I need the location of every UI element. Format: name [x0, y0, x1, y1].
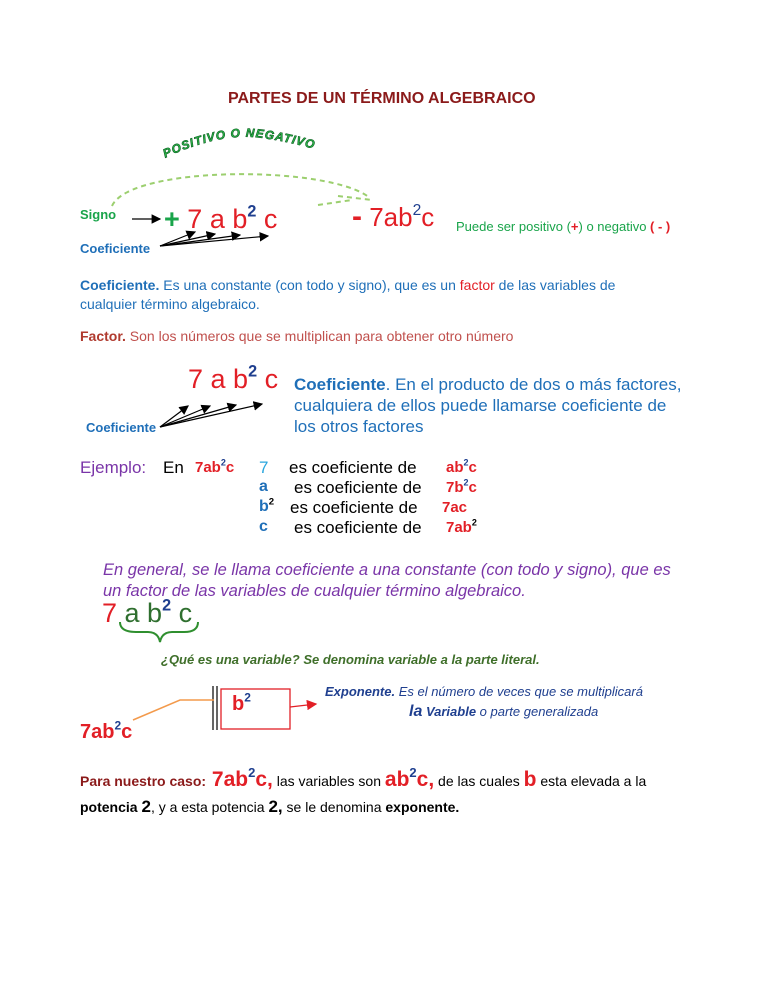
ejemplo-label: Ejemplo: — [80, 458, 147, 477]
caso-term: 7ab — [206, 768, 249, 791]
coeficiente-label-2: Coeficiente — [86, 420, 157, 435]
term-positive-ab: 7 a b — [187, 204, 248, 234]
exp-box-base: b — [232, 693, 245, 715]
term-positive-c: c — [256, 204, 278, 234]
ejemplo-row-text: es coeficiente de — [294, 478, 422, 497]
row-res: 7ac — [442, 499, 468, 516]
row-res: ab — [446, 459, 464, 476]
signo-label: Signo — [80, 207, 117, 222]
ejemplo-row — [259, 518, 268, 536]
coeficiente-explanation — [294, 374, 681, 437]
caso-t1: las variables son — [272, 773, 385, 789]
literal-ab: a b — [117, 598, 163, 628]
caso-t4: , y a esta potencia — [150, 799, 269, 815]
coef-expl-bold: Coeficiente — [294, 375, 386, 394]
row-res-exp: 2 — [471, 517, 477, 528]
coef-def-label: Coeficiente. — [80, 277, 160, 293]
general-statement — [103, 560, 671, 602]
exp-term-c: c — [121, 721, 133, 743]
minus-sign: - — [352, 200, 362, 233]
factor-def-text: Son los números que se multiplican para obtener otro número — [125, 328, 514, 344]
row-res-exp: 2 — [463, 457, 469, 468]
sign-note-mid: ) o negativo — [578, 219, 651, 234]
caso-vars-exp: 2 — [409, 764, 417, 780]
caso-two2: 2, — [268, 797, 283, 816]
exponente-definition — [325, 684, 643, 699]
term-negative-exp: 2 — [412, 202, 422, 220]
ejemplo-row-result — [446, 519, 477, 536]
exponente-label: Exponente. — [325, 684, 396, 699]
ejemplo-row — [259, 498, 274, 516]
coeficiente-arrows-2 — [160, 404, 262, 427]
term-d2-ab: 7 a b — [188, 364, 249, 394]
row-coef: a — [259, 478, 268, 495]
exponente-text: Es el número de veces que se multiplicará — [395, 684, 643, 699]
dashed-arc — [112, 174, 370, 206]
coeficiente-label-1: Coeficiente — [80, 241, 151, 256]
ejemplo-row-text: es coeficiente de — [289, 458, 417, 477]
term-d2-c: c — [257, 364, 279, 394]
row-res-exp: 2 — [463, 477, 469, 488]
caso-term-c: c, — [255, 768, 273, 791]
coef-expl-line3: los otros factores — [294, 417, 424, 436]
caso-b: b — [523, 768, 537, 791]
caso-line2 — [80, 797, 459, 817]
ejemplo-row-result — [446, 459, 477, 476]
ejemplo-row — [259, 458, 268, 478]
ejemplo-term — [195, 459, 234, 476]
term-positive-exp: 2 — [247, 202, 257, 221]
coef-def-text2: de las variables de — [494, 277, 616, 293]
caso-line1 — [80, 764, 647, 792]
caso-vars-c: c, — [416, 768, 435, 791]
row-res-tail: c — [468, 459, 477, 476]
ejemplo-term-c: c — [225, 459, 235, 476]
exponente-la: la — [409, 703, 423, 720]
sign-note-neg: ( - ) — [650, 219, 671, 234]
general-line2: un factor de las variables de cualquier término algebraico. — [103, 582, 526, 600]
sign-note — [456, 219, 670, 234]
caso-exponente: exponente. — [385, 799, 460, 815]
coef-def-factor: factor — [459, 277, 495, 293]
term-negative — [352, 200, 434, 234]
caso-t5: se le denomina — [282, 799, 386, 815]
exponent-box-content — [232, 690, 251, 716]
caso-vars: ab — [384, 768, 410, 791]
general-line1: En general, se le llama coeficiente a una constante (con todo y signo), que es — [103, 561, 671, 579]
term-diagram2 — [188, 364, 278, 395]
term-positive — [164, 204, 277, 235]
exponente-variable: Variable — [422, 704, 477, 719]
caso-label: Para nuestro caso: — [80, 773, 207, 789]
ejemplo-term-ab: 7ab — [195, 459, 221, 476]
row-res-tail: c — [468, 479, 477, 496]
variable-question: ¿Qué es una variable? Se denomina variable a la parte literal. — [161, 652, 540, 667]
page-title: PARTES DE UN TÉRMINO ALGEBRAICO — [228, 90, 536, 107]
exponente-rest: o parte generalizada — [476, 704, 599, 719]
row-coef: b — [259, 498, 269, 515]
term-negative-c: c — [421, 202, 435, 232]
row-coef: 7 — [259, 458, 269, 477]
caso-potencia: potencia — [80, 799, 142, 815]
row-res: 7b — [446, 479, 464, 496]
exp-term-ab: 7ab — [80, 721, 115, 743]
term-negative-ab: 7ab — [362, 202, 413, 232]
ejemplo-row-text: es coeficiente de — [290, 498, 418, 517]
exponent-term — [80, 718, 133, 744]
literal-seven: 7 — [102, 598, 118, 628]
wordart-positivo-negativo: POSITIVO O NEGATIVO — [160, 125, 318, 161]
literal-c: c — [171, 598, 193, 628]
coef-expl-line2: cualquiera de ellos puede llamarse coeficiente de — [294, 396, 667, 415]
row-res: 7ab — [446, 519, 472, 536]
coeficiente-definition — [80, 276, 615, 314]
literal-term — [102, 598, 192, 629]
row-coef-exp: 2 — [268, 496, 275, 508]
ejemplo-row-result — [442, 499, 467, 516]
exponente-definition-2 — [409, 703, 598, 721]
coef-def-line2: cualquier término algebraico. — [80, 296, 260, 312]
ejemplo-row-result — [446, 479, 477, 496]
factor-definition — [80, 328, 513, 344]
coef-expl-line1: . En el producto de dos o más factores, — [385, 375, 682, 394]
coef-def-text1: Es una constante (con todo y signo), que es un — [159, 277, 460, 293]
literal-exp: 2 — [162, 596, 172, 615]
row-coef: c — [259, 518, 268, 535]
exp-box-exp: 2 — [244, 690, 251, 705]
term-d2-exp: 2 — [248, 362, 258, 381]
ejemplo-row — [259, 478, 268, 496]
sign-note-plus: + — [570, 219, 579, 234]
exp-term-exp: 2 — [114, 718, 122, 733]
ejemplo-term-exp: 2 — [220, 457, 226, 468]
ejemplo-row-text: es coeficiente de — [294, 518, 422, 537]
ejemplo-en: En — [163, 458, 184, 477]
caso-term-exp: 2 — [248, 764, 256, 780]
caso-t2: de las cuales — [434, 773, 524, 789]
sign-note-pre: Puede ser positivo ( — [456, 219, 571, 234]
caso-t3: esta elevada a la — [536, 773, 647, 789]
factor-def-label: Factor. — [80, 328, 126, 344]
plus-sign: + — [164, 204, 180, 234]
caso-two: 2 — [141, 797, 151, 816]
